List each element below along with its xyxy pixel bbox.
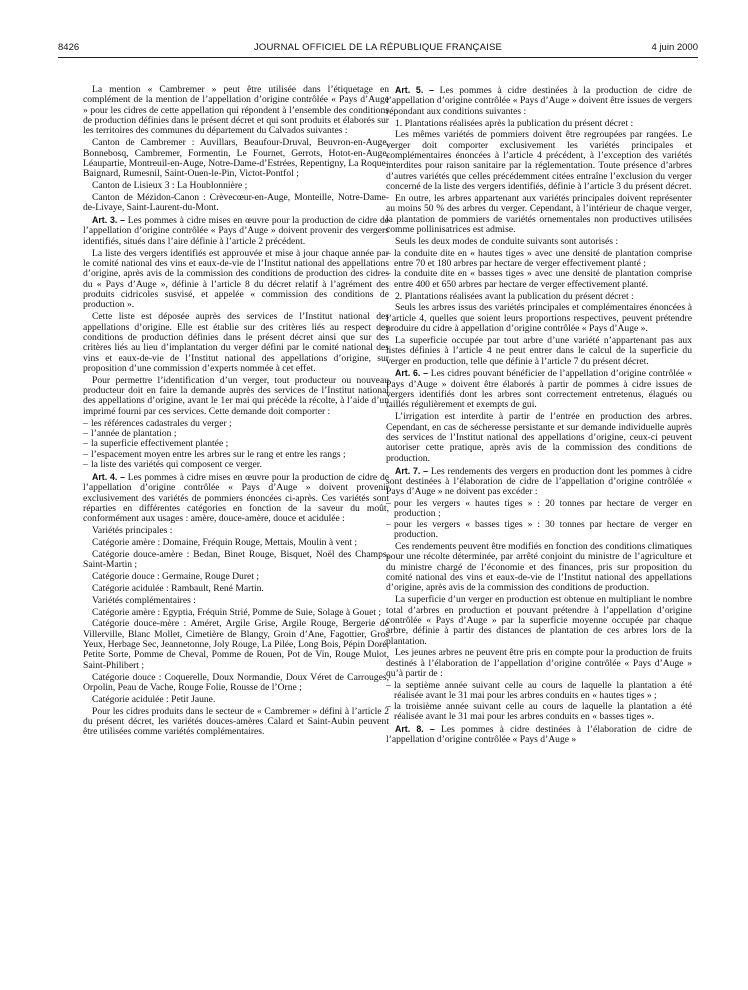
issue-date: 4 juin 2000 <box>651 42 698 53</box>
article-7 <box>386 466 692 498</box>
page-number: 8426 <box>58 42 80 53</box>
article-text: Les pommes à cidre destinées à la production de cidre de l’appellation d’origine contrôlée « Pays d’Auge » doivent être issues de vergers répondant aux conditions suivantes : <box>386 85 692 117</box>
paragraph: Seuls les arbres issus des variétés principales et complémentaires énoncées à l’article 4, quelles que soient leurs proportions respectives, peuvent prétendre produire du cidre à appellation d’origine contrôlée « Pays d’Auge ». <box>386 302 692 335</box>
conduite-modes-list <box>386 249 692 290</box>
article-text: Les pommes à cidre mises en œuvre pour la production de cidre de l’appellation d’origine contrôlée « Pays d’Auge » doivent provenir des vergers identifiés, situés dans l’aire définie à l’article 2 précédent. <box>83 215 389 247</box>
yield-limits-list <box>386 499 692 540</box>
article-3 <box>83 215 389 247</box>
paragraph: Catégorie douce : Coquerelle, Doux Normandie, Doux Véret de Carrouges, Orpolin, Peau de Vache, Rouge Folie, Rousse de l’Orne ; <box>83 671 389 693</box>
list-item: – la liste des variétés qui composent ce verger. <box>83 460 389 470</box>
list-item: – les références cadastrales du verger ; <box>83 419 389 429</box>
paragraph: Les jeunes arbres ne peuvent être pris en compte pour la production de fruits destinés à l’élaboration de l’appellation d’origine contrôlée « Pays d’Auge » qu’à partir de : <box>386 647 692 680</box>
article-5 <box>386 85 692 117</box>
paragraph: Canton de Mézidon-Canon : Crèvecœur-en-Auge, Monteille, Notre-Dame-de-Livaye, Saint-Laurent-du-Mont. <box>83 191 389 214</box>
article-text: Les cidres pouvant bénéficier de l’appellation d’origine contrôlée « Pays d’Auge » doivent être élaborés à partir de pommes à cidre issues de vergers identifiés dont les arbres sont correctement entretenus, élagués ou taillés régulièrement et exempts de gui. <box>386 368 692 411</box>
list-item: – la conduite dite en « basses tiges » avec une densité de plantation comprise entre 400 et 650 arbres par hectare de verger effectivement planté. <box>386 269 692 290</box>
paragraph: Catégorie amère : Domaine, Fréquin Rouge, Mettais, Moulin à vent ; <box>92 536 358 548</box>
paragraph: 1. Plantations réalisées après la publication du présent décret : <box>395 117 634 129</box>
paragraph: Variétés complémentaires : <box>92 594 196 606</box>
list-item: – l’année de plantation ; <box>83 429 389 439</box>
article-4 <box>83 472 389 525</box>
article-label: Art. 3. – <box>92 215 126 226</box>
list-item: – l’espacement moyen entre les arbres sur le rang et entre les rangs ; <box>83 450 389 460</box>
page-header <box>58 40 698 56</box>
paragraph: Variétés principales : <box>92 525 173 537</box>
article-label: Art. 8. – <box>395 723 435 734</box>
paragraph: Seuls les deux modes de conduite suivants sont autorisés : <box>395 235 619 247</box>
paragraph: Pour permettre l’identification d’un verger, tout producteur ou nouveau producteur doit en faire la demande auprès des services de l’Institut national des appellations d’origine, avant le 1er mai qui précède la récolte, à l’aide d’un imprimé fourni par ces services. Cette demande doit comporter : <box>83 374 389 417</box>
list-item: – pour les vergers « hautes tiges » : 20 tonnes par hectare de verger en production ; <box>386 499 692 520</box>
article-label: Art. 5. – <box>395 85 434 95</box>
paragraph: La mention « Cambremer » peut être utilisée dans l’étiquetage en complément de la mention de l’appellation d’origine contrôlée « Pays d’Auge » pour les cidres de cette appellation qui répondent à l’ensemble des conditions de production définies dans le présent décret et qui sont produits et élaborés sur les territoires des communes du département du Calvados suivantes : <box>83 84 389 137</box>
paragraph: Canton de Cambremer : Auvillars, Beaufour-Druval, Beuvron-en-Auge, Bonnebosq, Cambremer, Formentin, Le Fournet, Gerrots, Hotot-en-Auge, Léaupartie, Montreuil-en-Auge, Notre-Dame-d’Estrées, Repentigny, La Roque-Baignard, Rumesnil, Saint-Ouen-le-Pin, Victot-Pontfol ; <box>83 137 389 180</box>
article-8 <box>386 724 692 746</box>
paragraph: Catégorie douce-amère : Bedan, Binet Rouge, Bisquet, Noël des Champs, Saint-Martin ; <box>83 548 389 571</box>
young-trees-list <box>386 681 692 722</box>
paragraph: Catégorie douce : Germaine, Rouge Duret ; <box>92 570 260 582</box>
list-item: – pour les vergers « basses tiges » : 30 tonnes par hectare de verger en production. <box>386 520 692 541</box>
paragraph: 2. Plantations réalisées avant la publication du présent décret : <box>395 290 634 302</box>
article-label: Art. 6. – <box>395 368 428 379</box>
paragraph: La superficie d’un verger en production est obtenue en multipliant le nombre total d’arbres en production et pouvant prétendre à l’appellation d’origine contrôlée « Pays d’Auge » par la superficie moyenne occupée par chaque arbre, définie à partir des distances de plantation de ces arbres lors de la plantation. <box>386 594 692 647</box>
right-column <box>386 85 692 747</box>
list-item: – la conduite dite en « hautes tiges » avec une densité de plantation comprise entre 70 et 180 arbres par hectare de verger effectivement planté ; <box>386 249 692 270</box>
article-label: Art. 7. – <box>395 465 429 476</box>
paragraph: Catégorie acidulée : Rambault, René Martin. <box>92 582 264 594</box>
article-6 <box>386 368 692 410</box>
paragraph: Catégorie douce-mère : Améret, Argile Grise, Argile Rouge, Bergerie de Villerville, Blanc Mollet, Cimetière de Blangy, Groin d’Ane, Fagottier, Gros Yeux, Herbage Sec, Jeannetonne, Joly Rouge, La Pilée, Long Bois, Pépin Doré, Petite Sorte, Pomme de Cheval, Pomme de Rouen, Pot de Vin, Rouge Mulot, Saint-Philibert ; <box>83 618 389 671</box>
paragraph: Cette liste est déposée auprès des services de l’Institut national des appellations d’origine. Elle est établie sur des critères liés au respect des conditions de production définies dans le présent décret ainsi que sur des critères liés au lieu d’implantation du verger défini par le comité national des vins et eaux-de-vie de l’Institut national des appellations d’origine, sur proposition d’une commission d’experts nommée à cet effet. <box>83 311 389 374</box>
paragraph: Pour les cidres produits dans le secteur de « Cambremer » défini à l’article 2 du présent décret, les variétés douces-amères Calard et Saint-Aubin peuvent être utilisées comme variétés complémentaires. <box>83 705 389 738</box>
paragraph: En outre, les arbres appartenant aux variétés principales doivent représenter au moins 50 % des arbres du verger. Cependant, à l’intérieur de chaque verger, la plantation de pommiers de variétés ornementales non productives utilisées comme pollinisatrices est admise. <box>386 192 692 235</box>
list-item: – la troisième année suivant celle au cours de laquelle la plantation a été réalisée avant le 31 mai pour les arbres conduits en « basses tiges ». <box>386 702 692 723</box>
journal-title: JOURNAL OFFICIEL DE LA RÉPUBLIQUE FRANÇAISE <box>253 42 503 53</box>
verger-requirements-list <box>83 419 389 471</box>
paragraph: La superficie occupée par tout arbre d’une variété n’appartenant pas aux listes définies à l’article 4 ne peut entrer dans le calcul de la superficie du verger en production, telle que définie à l’article 7 du présent décret. <box>386 334 692 367</box>
list-item: – la septième année suivant celle au cours de laquelle la plantation a été réalisée avant le 31 mai pour les arbres conduits en « hautes tiges » ; <box>386 681 692 702</box>
list-item: – la superficie effectivement plantée ; <box>83 439 389 449</box>
paragraph: Les mêmes variétés de pommiers doivent être regroupées par rangées. Le verger doit comporter exclusivement les variétés principales et complémentaires énoncées à l’article 4 précédent, à l’exception des variétés interdites pour raison sanitaire par la réglementation. Toute présence d’arbres d’autres variétés que celles précédemment citées entraîne l’exclusion du verger concerné de la liste des vergers identifiés, définie à l’article 3 du présent décret. <box>386 129 692 193</box>
article-text: Les pommes à cidre destinées à l’élaboration de cidre de l’appellation d’origine contrôlée « Pays d’Auge » <box>386 723 692 746</box>
article-text: Les pommes à cidre mises en œuvre pour la production de cidre de l’appellation d’origine contrôlée « Pays d’Auge » doivent provenir exclusivement des variétés de pommiers énoncées ci-après. Ces variétés sont réparties en différentes catégories en fonction de la saveur du moût, conformément aux usages : amère, douce-amère, douce et acidulée : <box>83 471 389 525</box>
article-label: Art. 4. – <box>92 471 126 482</box>
paragraph: Catégorie amère : Egyptia, Fréquin Strié, Pomme de Suie, Solage à Gouet ; <box>92 606 382 618</box>
article-text: Les rendements des vergers en production dont les pommes à cidre sont destinées à l’élaboration de cidre de l’appellation d’origine contrôlée « Pays d’Auge » ne doivent pas excéder : <box>386 465 692 498</box>
header-rule <box>58 57 698 58</box>
paragraph: Ces rendements peuvent être modifiés en fonction des conditions climatiques pour une récolte déterminée, par arrêté conjoint du ministre de l’agriculture et du ministre chargé de l’économie et des finances, pris sur proposition du comité national des vins et eaux-de-vie de l’Institut national des appellations d’origine, après avis de la commission des conditions de production. <box>386 540 692 594</box>
paragraph: La liste des vergers identifiés est approuvée et mise à jour chaque année par le comité national des vins et eaux-de-vie de l’Institut national des appellations d’origine, après avis de la commission des conditions de production des cidres du « Pays d’Auge », définie à l’article 8 du décret relatif à l’agrément des produits cidricoles susvisé, et appelée « commission des conditions de production ». <box>83 247 389 311</box>
paragraph: L’irrigation est interdite à partir de l’entrée en production des arbres. Cependant, en cas de sécheresse persistante et sur demande individuelle auprès des services de l’Institut national des appellations d’origine, ceux-ci peuvent autoriser cette pratique, après avis de la commission des conditions de production. <box>386 411 692 464</box>
paragraph: Catégorie acidulée : Petit Jaune. <box>92 693 216 705</box>
paragraph: Canton de Lisieux 3 : La Houblonnière ; <box>92 180 248 192</box>
left-column <box>83 85 389 739</box>
